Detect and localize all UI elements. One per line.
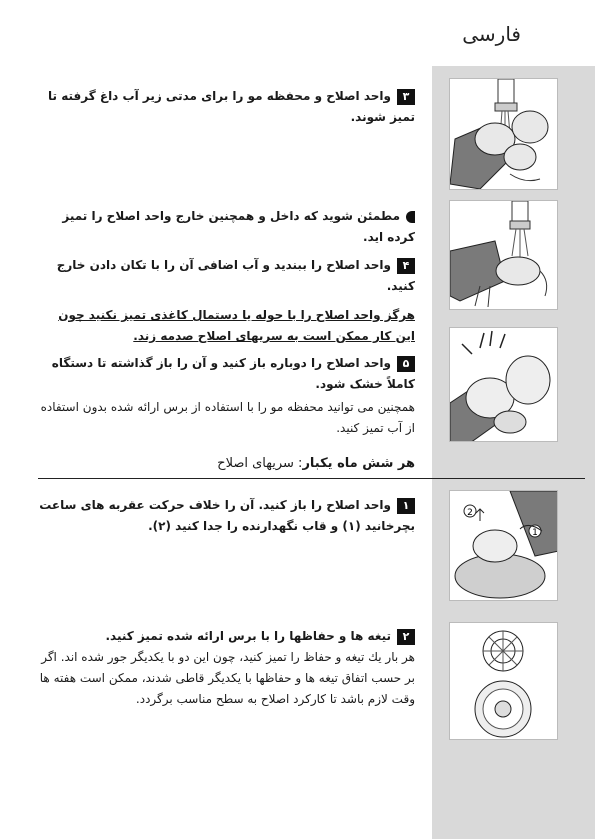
illustration-shaver-shaking <box>449 200 558 310</box>
warning-note <box>35 305 415 347</box>
bullet-text: مطمئن شوید که داخل و همچنین خارج واحد اصلاح را تمیز کرده اید. <box>62 209 415 244</box>
step-3 <box>35 86 415 128</box>
illustration-shaving-unit-open <box>449 327 558 442</box>
step-number-3: ۳ <box>397 89 415 105</box>
step-number-2: ۲ <box>397 629 415 645</box>
step-5 <box>35 353 415 395</box>
step-5-note: همچنین می توانید محفظه مو را با استفاده از برس ارائه شده بدون استفاده از آب تمیز کنید. <box>40 400 415 435</box>
step-number-1: ۱ <box>397 498 415 514</box>
step-4 <box>35 255 415 297</box>
svg-text:1: 1 <box>532 528 538 538</box>
step-2 <box>35 626 415 647</box>
section-divider <box>38 478 585 479</box>
step-2-text-bold: تیغه ها و حفاظها را با برس ارائه شده تمیز کنید. <box>105 629 391 643</box>
step-number-5: ۵ <box>397 356 415 372</box>
section-heading-rest: : سریهای اصلاح <box>217 456 303 471</box>
svg-text:2: 2 <box>467 508 473 518</box>
language-title: فارسی <box>462 22 521 46</box>
step-1 <box>35 495 415 537</box>
section-heading <box>217 456 415 471</box>
bullet-note <box>35 206 415 248</box>
step-4-text: واحد اصلاح را ببندید و آب اضافی آن را با تکان دادن خارج کنید. <box>56 258 415 293</box>
illustration-retaining-frame <box>449 490 558 601</box>
illustration-cutter-guard <box>449 622 558 740</box>
step-5-text: واحد اصلاح را دوباره باز کنید و آن را باز گذاشته تا دستگاه کاملاً خشک شود. <box>51 356 415 391</box>
warning-text: هرگز واحد اصلاح را با حوله یا دستمال کاغذی تمیز نکنید چون این کار ممکن است به سریهای اصلاح صدمه زند. <box>58 308 415 343</box>
illustration-shaver-under-tap <box>449 78 558 190</box>
section-heading-bold: هر شش ماه یکبار <box>302 456 415 471</box>
bullet-icon <box>406 211 415 223</box>
step-number-4: ۴ <box>397 258 415 274</box>
step-2-text: هر بار یك تیغه و حفاظ را تمیز کنید، چون این دو با یکدیگر جور شده اند. اگر بر حسب اتفاق تیغه ها و حفاظها با یکدیگر قاطی شدند، ممکن است هفته ها وقت لازم باشد تا کارکرد اصلاح به سطح مناسب برگردد. <box>39 650 415 706</box>
step-3-text: واحد اصلاح و محفظه مو را برای مدتی زیر آب داغ گرفته تا تمیز شوند. <box>48 89 415 124</box>
step-1-text: واحد اصلاح را باز کنید. آن را خلاف حرکت عقربه های ساعت بچرخانید (۱) و قاب نگهدارنده را جدا کنید (۲). <box>39 498 415 533</box>
